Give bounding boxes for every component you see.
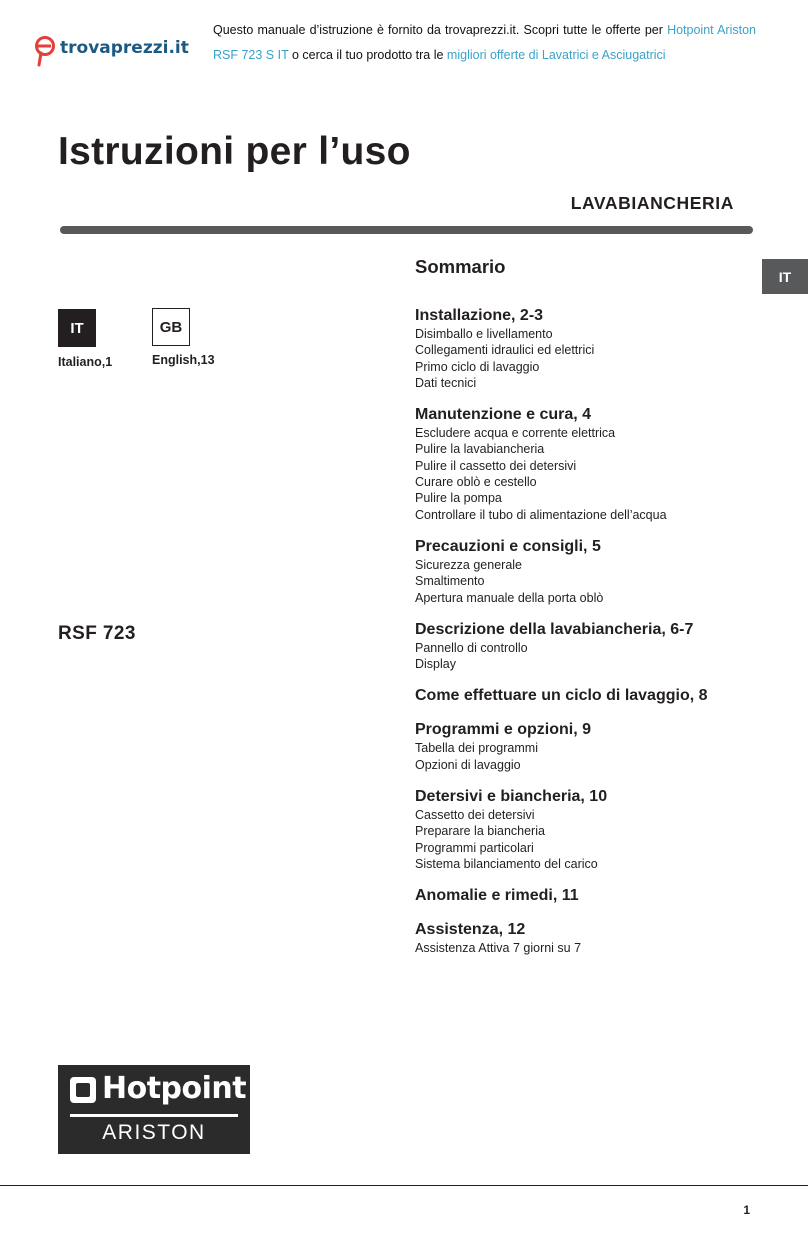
toc-section [415,620,755,673]
model-name: RSF 723 [58,623,136,644]
toc-item: Dati tecnici [415,375,477,390]
toc-section-title: Descrizione della lavabiancheria, 6-7 [415,620,694,638]
language-caption-it: Italiano,1 [58,355,113,369]
language-box-gb[interactable]: GB [152,308,190,346]
toc-item: Pulire la pompa [415,491,502,506]
toc-section-title: Precauzioni e consigli, 5 [415,537,601,555]
trovaprezzi-e-icon [34,35,56,67]
page-number: 1 [743,1203,750,1217]
toc-section [415,787,755,872]
toc-item: Preparare la biancheria [415,824,545,839]
toc-section-title: Assistenza, 12 [415,921,526,939]
toc-section-title: Manutenzione e cura, 4 [415,406,592,424]
hotpoint-ariston-logo [58,1065,250,1154]
toc-section [415,405,755,523]
banner-text-1: Questo manuale d’istruzione è fornito da trovaprezzi.it. Scopri tutte le offerte per [213,23,663,37]
toc-item: Primo ciclo di lavaggio [415,359,540,374]
toc-item: Pannello di controllo [415,640,528,655]
toc-item: Apertura manuale della porta oblò [415,590,604,605]
toc-item: Pulire la lavabiancheria [415,442,545,457]
toc-section-title: Installazione, 2-3 [415,307,544,324]
footer-divider [0,1185,808,1186]
page-title: Istruzioni per l’uso [58,130,411,173]
toc-section-title: Anomalie e rimedi, 11 [415,887,579,905]
logo-divider [70,1114,238,1117]
toc-item: Collegamenti idraulici ed elettrici [415,343,595,358]
toc-item: Assistenza Attiva 7 giorni su 7 [415,941,582,956]
toc-item: Opzioni di lavaggio [415,757,521,772]
hotpoint-square-icon [70,1077,96,1103]
toc-item: Controllare il tubo di alimentazione dell’acqua [415,507,667,522]
toc-section [415,886,755,906]
title-divider [60,226,753,234]
toc-item: Sicurezza generale [415,557,523,572]
language-caption-gb: English,13 [152,353,215,367]
language-box-it[interactable]: IT [58,309,96,347]
banner-text-2: o cerca il tuo prodotto tra le [288,48,447,62]
banner-line-1 [213,22,756,38]
toc-section [415,537,755,606]
brand-line-2: ARISTON [102,1121,206,1144]
toc-item: Display [415,657,456,672]
table-of-contents [415,306,755,971]
language-tab: IT [762,259,808,294]
toc-section [415,686,755,706]
toc-item: Sistema bilanciamento del carico [415,856,598,871]
link-model[interactable]: RSF 723 S IT [213,48,289,62]
toc-item: Smaltimento [415,574,485,589]
toc-item: Disimballo e livellamento [415,327,553,341]
toc-section [415,920,755,956]
toc-section-title: Come effettuare un ciclo di lavaggio, 8 [415,687,708,705]
toc-section [415,306,755,391]
document-type: LAVABIANCHERIA [570,193,734,213]
brand-line-1: Hotpoint [102,1071,247,1106]
trovaprezzi-logo-text: trovaprezzi.it [60,38,189,58]
toc-section-title: Programmi e opzioni, 9 [415,721,592,739]
toc-item: Pulire il cassetto dei detersivi [415,458,577,473]
toc-heading: Sommario [415,256,506,277]
toc-section [415,720,755,773]
toc-item: Programmi particolari [415,840,534,855]
link-hotpoint-ariston[interactable]: Hotpoint Ariston [667,23,756,37]
banner-line-2 [213,47,756,63]
toc-item: Tabella dei programmi [415,741,538,756]
trovaprezzi-logo[interactable] [34,34,194,68]
toc-item: Cassetto dei detersivi [415,808,535,823]
toc-section-title: Detersivi e biancheria, 10 [415,788,608,806]
link-migliori-offerte[interactable]: migliori offerte di Lavatrici e Asciugatrici [446,48,666,62]
toc-item: Escludere acqua e corrente elettrica [415,426,616,441]
toc-item: Curare oblò e cestello [415,475,537,490]
